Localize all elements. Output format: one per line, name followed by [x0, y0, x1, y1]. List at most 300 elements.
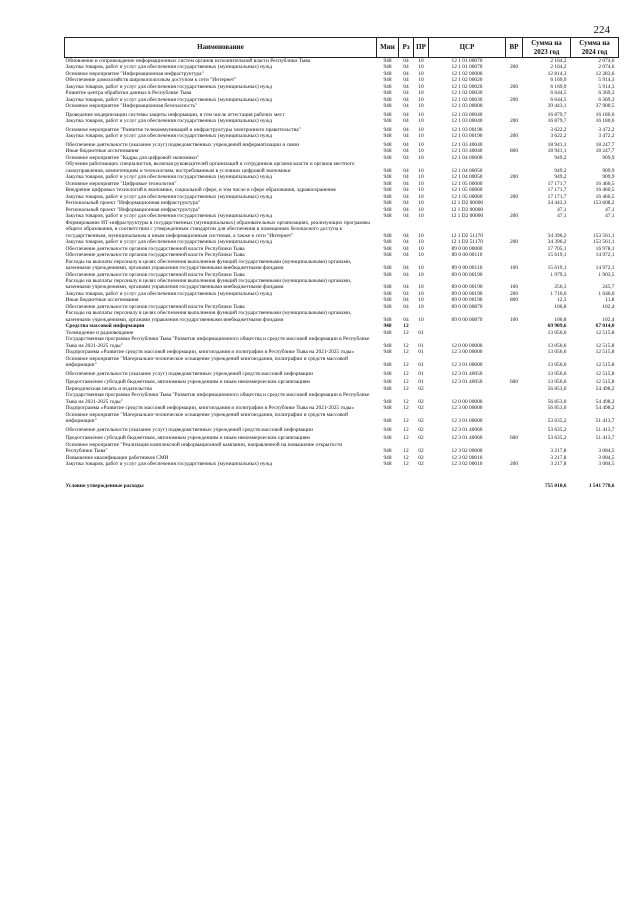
- cell-csr: 12 0 00 00000: [451, 342, 483, 349]
- cell-pr: 10: [418, 154, 424, 161]
- cell-vr: [506, 110, 523, 118]
- cell-rz: 12: [403, 448, 409, 455]
- cell-pr: 10: [418, 126, 424, 133]
- cell-min: 948: [383, 83, 392, 90]
- cell-s1: 106,8: [554, 316, 567, 323]
- cell-vr: 200: [509, 83, 519, 90]
- cell-s1: 17 171,7: [547, 180, 567, 187]
- cell-rz: 04: [403, 193, 409, 200]
- cell-csr: 89 0 00 00110: [451, 252, 483, 259]
- cell-csr: 12 1 04 00050: [451, 174, 483, 181]
- cell-name: Средства массовой информации: [65, 323, 145, 330]
- cell-s2: 245,7: [602, 284, 615, 291]
- cell-name: Иные бюджетные ассигнования: [65, 297, 139, 304]
- cell-s2: 3 084,5: [598, 461, 615, 468]
- cell-s1: 34 396,2: [547, 239, 567, 246]
- cell-rz: 04: [403, 154, 409, 161]
- cell-s1: 755 010,6: [544, 483, 567, 490]
- cell-rz: 12: [403, 426, 409, 433]
- cell-rz: [399, 468, 414, 490]
- cell-pr: [414, 468, 429, 490]
- cell-s2: 909,9: [602, 167, 615, 174]
- cell-s2: 37 900,5: [595, 103, 615, 110]
- cell-csr: 89 0 00 00190: [451, 284, 483, 291]
- cell-pr: 10: [418, 284, 424, 291]
- cell-vr: [506, 336, 523, 349]
- budget-table: [64, 37, 619, 490]
- cell-pr: 10: [418, 118, 424, 125]
- cell-min: 948: [383, 174, 392, 181]
- cell-pr: 02: [418, 398, 424, 405]
- cell-vr: [506, 468, 523, 490]
- cell-pr: 02: [418, 405, 424, 412]
- header-name: Наименование: [65, 38, 377, 58]
- cell-name: Закупка товаров, работ и услуг для обеспечения государственных (муниципальных) нужд: [65, 213, 273, 220]
- cell-csr: 12 3 01 40060: [451, 435, 483, 442]
- cell-s2: 2 074,6: [598, 64, 615, 71]
- cell-vr: 600: [509, 379, 519, 386]
- cell-csr: 12 1 02 00020: [451, 83, 483, 90]
- cell-s1: 47,1: [557, 213, 567, 220]
- cell-rz: 04: [403, 187, 409, 194]
- cell-pr: 02: [418, 454, 424, 461]
- cell-s1: 18 941,1: [547, 141, 567, 148]
- cell-csr: 12 3 01 40050: [451, 379, 483, 386]
- table-row: [65, 259, 619, 272]
- cell-csr: 89 0 00 00000: [451, 245, 483, 252]
- cell-csr: 12 1 02 00030: [451, 96, 483, 103]
- cell-s2: 6 369,3: [598, 90, 615, 97]
- cell-pr: 10: [418, 111, 424, 118]
- cell-csr: 89 0 00 00110: [451, 265, 483, 272]
- cell-pr: 10: [418, 265, 424, 272]
- cell-min: 948: [383, 133, 392, 140]
- cell-rz: 04: [403, 290, 409, 297]
- cell-s2: 3 084,5: [598, 454, 615, 461]
- cell-s2: 153 561,1: [592, 232, 615, 239]
- cell-s2: 3 472,2: [598, 126, 615, 133]
- cell-csr: 12 1 03 00040: [451, 111, 483, 118]
- cell-vr: 200: [509, 290, 519, 297]
- cell-pr: 10: [418, 64, 424, 71]
- cell-rz: 12: [403, 342, 409, 349]
- cell-s1: 3 217,8: [550, 448, 567, 455]
- cell-name: Обеспечение домохозяйств широкополосным доступом к сети "Интернет": [65, 77, 237, 84]
- cell-rz: 04: [403, 213, 409, 220]
- total-row: [65, 468, 619, 490]
- cell-rz: 04: [403, 133, 409, 140]
- cell-min: 948: [383, 461, 392, 468]
- cell-name: Обучение работающих специалистов, включая руководителей организаций и сотрудников органов власти и органов местного самоуправления, компетенциям и технологиям, востребованным в условиях цифровой экономики: [65, 161, 355, 174]
- cell-s2: 16 460,5: [595, 187, 615, 194]
- cell-s1: 13 056,6: [547, 342, 567, 349]
- table-row: [65, 220, 619, 239]
- cell-name: Обновление и сопровождение информационных систем органов исполнительной власти Республики Тыва: [65, 58, 311, 64]
- cell-min: 948: [383, 342, 392, 349]
- cell-name: Обеспечение деятельности органов государственной власти Республики Тыва: [65, 245, 245, 252]
- cell-vr: [506, 125, 523, 133]
- cell-rz: 12: [403, 435, 409, 442]
- cell-rz: 12: [403, 349, 409, 356]
- cell-vr: 200: [509, 213, 519, 220]
- cell-pr: 01: [418, 370, 424, 377]
- cell-pr: 10: [418, 96, 424, 103]
- cell-s2: 16 460,5: [595, 193, 615, 200]
- cell-name: Обеспечение деятельности (оказание услуг) подведомственных учреждений средств массовой информации: [65, 370, 313, 377]
- cell-name: Проведение модернизации системы защиты информации, в том числе аттестация рабочих мест: [65, 111, 285, 118]
- cell-s2: 909,9: [602, 174, 615, 181]
- cell-rz: 04: [403, 316, 409, 323]
- cell-rz: 04: [403, 58, 409, 64]
- cell-s2: 47,1: [605, 206, 615, 213]
- cell-s2: 1 903,5: [598, 271, 615, 278]
- cell-name: Закупка товаров, работ и услуг для обеспечения государственных (муниципальных) нужд: [65, 96, 273, 103]
- cell-csr: 12 1 03 00190: [451, 133, 483, 140]
- cell-pr: 10: [418, 180, 424, 187]
- cell-rz: 04: [403, 103, 409, 110]
- cell-s2: 54 498,2: [595, 405, 615, 412]
- cell-rz: 04: [403, 245, 409, 252]
- cell-csr: 12 0 00 00000: [451, 398, 483, 405]
- cell-s2: 12 515,8: [595, 329, 615, 336]
- cell-pr: 10: [418, 83, 424, 90]
- cell-vr: [506, 425, 523, 433]
- cell-name: Основное мероприятие "Цифровые технологии": [65, 180, 177, 187]
- cell-s1: 256,3: [554, 284, 567, 291]
- cell-s1: 949,2: [554, 154, 567, 161]
- table-row: [65, 377, 619, 385]
- cell-min: 948: [383, 180, 392, 187]
- cell-s2: 11,8: [605, 297, 615, 304]
- cell-s1: 18 941,1: [547, 148, 567, 155]
- cell-rz: 04: [403, 83, 409, 90]
- cell-rz: 04: [403, 70, 409, 77]
- cell-csr: 12 3 02 00010: [451, 454, 483, 461]
- cell-name: Подпрограмма «Развитие средств массовой информации, книгоиздания и полиграфии в Республике Тыва на 2021-2025 годы»: [65, 349, 355, 356]
- cell-csr: 12 3 02 00010: [451, 461, 483, 468]
- cell-pr: 10: [418, 187, 424, 194]
- cell-rz: 04: [403, 174, 409, 181]
- cell-s2: 14 972,1: [595, 252, 615, 259]
- cell-s1: 53 635,2: [547, 435, 567, 442]
- cell-min: 948: [383, 329, 392, 336]
- cell-pr: 10: [418, 90, 424, 97]
- cell-s2: 1 646,0: [598, 290, 615, 297]
- cell-s1: 56 853,0: [547, 405, 567, 412]
- cell-rz: 04: [403, 232, 409, 239]
- cell-name: Основное мероприятие "Развитие телекоммуникаций и инфраструктуры электронного правительства": [65, 126, 301, 133]
- cell-s2: 3 472,2: [598, 133, 615, 140]
- cell-pr: 10: [418, 271, 424, 278]
- cell-name: Внедрение цифровых технологий в экономике, социальной сфере, в том числе в сфере образования, здравоохранения: [65, 187, 336, 194]
- cell-vr: 200: [509, 96, 519, 103]
- cell-name: Развитие центра обработки данных в Республике Тыва: [65, 90, 192, 97]
- cell-s1: 13 056,6: [547, 329, 567, 336]
- cell-min: 948: [383, 418, 392, 425]
- cell-pr: 10: [418, 252, 424, 259]
- cell-pr: 10: [418, 58, 424, 64]
- cell-pr: 02: [418, 435, 424, 442]
- cell-csr: 12 3 01 00000: [451, 418, 483, 425]
- cell-vr: [506, 442, 523, 455]
- cell-rz: 04: [403, 297, 409, 304]
- cell-rz: 04: [403, 64, 409, 71]
- cell-name: Основное мероприятие "Информационная инфраструктура": [65, 70, 204, 77]
- cell-vr: [506, 356, 523, 369]
- cell-s2: 5 914,3: [598, 83, 615, 90]
- cell-vr: 200: [509, 174, 519, 181]
- cell-name: Закупка товаров, работ и услуг для обеспечения государственных (муниципальных) нужд: [65, 174, 273, 181]
- cell-name: Государственная программа Республики Тыва "Развитие информационного общества и средств массовой информации в Республике Тыва на 2021-2025 годы": [65, 336, 370, 349]
- cell-vr: 100: [509, 284, 519, 291]
- cell-s2: 12 515,8: [595, 370, 615, 377]
- cell-name: Основное мероприятие "Реализация комплексной информационной кампании, направленной на повышение открытости Республики Тыва": [65, 441, 343, 455]
- cell-s2: 153 608,2: [592, 200, 615, 207]
- cell-vr: [506, 369, 523, 377]
- cell-rz: 12: [403, 454, 409, 461]
- cell-rz: 12: [403, 385, 409, 392]
- cell-min: 948: [383, 167, 392, 174]
- cell-s1: 6 644,5: [550, 90, 567, 97]
- cell-name: Обеспечение деятельности органов государственной власти Республики Тыва: [65, 252, 245, 259]
- cell-s1: 17 171,7: [547, 193, 567, 200]
- header-sum-2023: Сумма на 2023 год: [523, 38, 571, 58]
- cell-rz: 04: [403, 180, 409, 187]
- cell-rz: 04: [403, 96, 409, 103]
- cell-pr: 10: [418, 232, 424, 239]
- cell-min: 948: [383, 206, 392, 213]
- cell-s2: 909,9: [602, 154, 615, 161]
- cell-vr: 200: [509, 193, 519, 200]
- cell-s2: 6 369,3: [598, 96, 615, 103]
- cell-csr: 89 0 00 00190: [451, 271, 483, 278]
- cell-s2: 1 541 778,6: [588, 483, 615, 490]
- table-row: [65, 336, 619, 349]
- cell-s2: 18 247,7: [595, 148, 615, 155]
- table-row: [65, 278, 619, 291]
- header-vr: ВР: [506, 38, 523, 58]
- table-row: [65, 356, 619, 369]
- cell-min: 948: [383, 118, 392, 125]
- cell-name: Обеспечение деятельности органов государственной власти Республики Тыва: [65, 303, 245, 310]
- cell-name: Периодическая печать и издательства: [65, 385, 152, 392]
- cell-min: 948: [383, 379, 392, 386]
- cell-pr: 02: [418, 426, 424, 433]
- cell-pr: 10: [418, 148, 424, 155]
- cell-min: 948: [383, 303, 392, 310]
- cell-csr: 12 1 05 00000: [451, 180, 483, 187]
- cell-pr: 10: [418, 290, 424, 297]
- cell-name: Иные бюджетные ассигнования: [65, 148, 139, 155]
- cell-name: Расходы на выплаты персоналу в целях обеспечения выполнения функций государственными (муниципальными) органами, казенными учреждениями, органами управления государственными внебюджетными фондами: [65, 277, 352, 291]
- cell-name: Закупка товаров, работ и услуг для обеспечения государственных (муниципальных) нужд: [65, 290, 273, 297]
- cell-csr: 12 3 01 00000: [451, 362, 483, 369]
- cell-csr: 12 3 02 00000: [451, 448, 483, 455]
- cell-pr: 02: [418, 448, 424, 455]
- cell-pr: 10: [418, 193, 424, 200]
- cell-csr: 12 3 01 40060: [451, 426, 483, 433]
- cell-min: 948: [383, 111, 392, 118]
- cell-vr: [506, 58, 523, 65]
- table-body: [65, 58, 619, 490]
- cell-s2: 18 247,7: [595, 141, 615, 148]
- cell-name: Основное мероприятие "Материально-техническое оснащение учреждений книгоиздания, полиграфии и средств массовой информации": [65, 411, 348, 425]
- cell-name: Предоставление субсидий бюджетным, автономным учреждениям и иным некоммерческим организациям: [65, 435, 310, 442]
- cell-vr: 100: [509, 265, 519, 272]
- cell-min: 948: [383, 232, 392, 239]
- cell-vr: [506, 220, 523, 239]
- cell-name: Расходы на выплаты персоналу в целях обеспечения выполнения функций государственными (муниципальными) органами, казенными учреждениями, органами управления государственными внебюджетными фондами: [65, 310, 352, 323]
- cell-csr: 12 1 03 00000: [451, 103, 483, 110]
- cell-s1: 17 171,7: [547, 187, 567, 194]
- cell-min: 948: [383, 290, 392, 297]
- table-header: [65, 38, 619, 58]
- cell-csr: 12 1 03 00190: [451, 126, 483, 133]
- cell-s2: 16 460,5: [595, 180, 615, 187]
- cell-rz: 04: [403, 206, 409, 213]
- cell-s1: 34 396,2: [547, 232, 567, 239]
- cell-min: 948: [383, 370, 392, 377]
- cell-name: Подпрограмма «Развитие средств массовой информации, книгоиздания и полиграфии в Республике Тыва на 2021-2025 годы»: [65, 405, 355, 412]
- cell-name: Региональный проект "Информационная инфраструктура": [65, 206, 201, 213]
- cell-s1: 2 164,2: [550, 64, 567, 71]
- cell-min: 948: [383, 126, 392, 133]
- cell-min: 948: [383, 103, 392, 110]
- cell-pr: 10: [418, 133, 424, 140]
- cell-name: Закупка товаров, работ и услуг для обеспечения государственных (муниципальных) нужд: [65, 461, 273, 468]
- cell-csr: 12 3 00 00000: [451, 349, 483, 356]
- table-row: [65, 369, 619, 377]
- cell-min: 948: [383, 448, 392, 455]
- cell-pr: 10: [418, 70, 424, 77]
- cell-s1: 12,3: [557, 297, 567, 304]
- cell-s1: 13 056,6: [547, 349, 567, 356]
- cell-min: 948: [383, 239, 392, 246]
- cell-vr: 800: [509, 148, 519, 155]
- cell-min: 948: [383, 193, 392, 200]
- cell-s2: 51 413,7: [595, 426, 615, 433]
- cell-rz: 12: [403, 379, 409, 386]
- cell-s1: 6 169,9: [550, 77, 567, 84]
- cell-csr: 12 1 05 00060: [451, 187, 483, 194]
- cell-rz: 12: [403, 405, 409, 412]
- cell-csr: 12 1 D2 00000: [450, 200, 484, 207]
- cell-s2: 16 180,6: [595, 118, 615, 125]
- cell-rz: 04: [403, 167, 409, 174]
- cell-s2: 51 413,7: [595, 435, 615, 442]
- cell-pr: 10: [418, 316, 424, 323]
- cell-pr: 10: [418, 103, 424, 110]
- cell-min: 948: [383, 245, 392, 252]
- cell-rz: 04: [403, 200, 409, 207]
- cell-min: 948: [383, 385, 392, 392]
- cell-csr: 12 1 03 40040: [451, 141, 483, 148]
- cell-csr: 12 3 01 40050: [451, 370, 483, 377]
- cell-s2: 102,4: [602, 303, 615, 310]
- cell-s2: 47,1: [605, 213, 615, 220]
- cell-min: 948: [383, 323, 392, 330]
- cell-vr: [506, 140, 523, 148]
- cell-csr: 12 3 00 00000: [451, 405, 483, 412]
- cell-name: Государственная программа Республики Тыва "Развитие информационного общества и средств массовой информации в Республике Тыва на 2021-2025 годы": [65, 392, 370, 405]
- cell-min: 948: [383, 252, 392, 259]
- cell-vr: 100: [509, 316, 519, 323]
- table-row: [65, 161, 619, 174]
- cell-rz: 04: [403, 77, 409, 84]
- cell-s2: 16 978,1: [595, 245, 615, 252]
- cell-rz: 04: [403, 126, 409, 133]
- cell-s1: 16 879,7: [547, 118, 567, 125]
- cell-pr: 10: [418, 213, 424, 220]
- cell-min: 948: [383, 90, 392, 97]
- cell-s1: 1 979,3: [550, 271, 567, 278]
- cell-vr: 600: [509, 435, 519, 442]
- cell-name: Основное мероприятие "Кадры для цифровой экономики": [65, 154, 200, 161]
- cell-name: Телевидение и радиовещание: [65, 329, 134, 336]
- cell-s1: 56 853,0: [547, 398, 567, 405]
- cell-rz: 04: [403, 252, 409, 259]
- cell-s1: 15 619,1: [547, 265, 567, 272]
- cell-name: Обеспечение деятельности органов государственной власти Республики Тыва: [65, 271, 245, 278]
- cell-min: 948: [383, 405, 392, 412]
- cell-min: 948: [383, 154, 392, 161]
- cell-s2: 3 084,5: [598, 448, 615, 455]
- cell-name: Формирование ИТ-инфраструктуры в государственных (муниципальных) образовательных организациях, реализующих программы общего образования, в соответствии с утвержденным стандартом для обеспечения в помещениях безопасного доступа к государственным, муниципальным и иным информационным системам, а также к сети "Интернет": [65, 219, 370, 239]
- cell-min: 948: [383, 58, 392, 64]
- cell-s1: 17 705,1: [547, 245, 567, 252]
- cell-rz: 04: [403, 141, 409, 148]
- cell-s1: 13 056,6: [547, 379, 567, 386]
- cell-name: Основное мероприятие "Материально-техническое оснащение учреждений книгоиздания, полиграфии и средств массовой информации": [65, 355, 348, 369]
- cell-name: Закупка товаров, работ и услуг для обеспечения государственных (муниципальных) нужд: [65, 118, 273, 125]
- cell-pr: 10: [418, 77, 424, 84]
- cell-csr: 89 0 00 00190: [451, 297, 483, 304]
- cell-pr: 02: [418, 418, 424, 425]
- cell-pr: 10: [418, 239, 424, 246]
- cell-name: Обеспечение деятельности (оказание услуг) подведомственных учреждений средств массовой информации: [65, 426, 313, 433]
- cell-csr: 12 1 D2 00000: [450, 213, 484, 220]
- cell-rz: 12: [403, 323, 409, 330]
- cell-min: 948: [383, 316, 392, 323]
- cell-s2: 12 515,8: [595, 349, 615, 356]
- cell-min: 948: [383, 349, 392, 356]
- cell-s2: 12 515,8: [595, 379, 615, 386]
- header-sum-2024: Сумма на 2024 год: [571, 38, 619, 58]
- cell-pr: 02: [418, 461, 424, 468]
- cell-s2: 51 413,7: [595, 418, 615, 425]
- cell-vr: [506, 392, 523, 405]
- cell-min: 948: [383, 284, 392, 291]
- cell-name: Закупка товаров, работ и услуг для обеспечения государственных (муниципальных) нужд: [65, 133, 273, 140]
- cell-vr: 800: [509, 297, 519, 304]
- cell-rz: 12: [403, 362, 409, 369]
- cell-min: 948: [383, 435, 392, 442]
- cell-s2: 54 498,2: [595, 398, 615, 405]
- cell-rz: 04: [403, 303, 409, 310]
- cell-min: 948: [383, 141, 392, 148]
- cell-s1: 3 622,2: [550, 126, 567, 133]
- cell-csr: 89 0 00 00190: [451, 290, 483, 297]
- header-csr: ЦСР: [429, 38, 506, 58]
- cell-min: 948: [383, 297, 392, 304]
- cell-csr: 89 0 00 00870: [451, 303, 483, 310]
- cell-vr: 200: [509, 133, 519, 140]
- cell-rz: 04: [403, 271, 409, 278]
- cell-s1: 6 169,9: [550, 83, 567, 90]
- cell-pr: 10: [418, 297, 424, 304]
- cell-s2: 2 074,6: [598, 58, 615, 64]
- cell-s2: 67 014,0: [595, 323, 615, 330]
